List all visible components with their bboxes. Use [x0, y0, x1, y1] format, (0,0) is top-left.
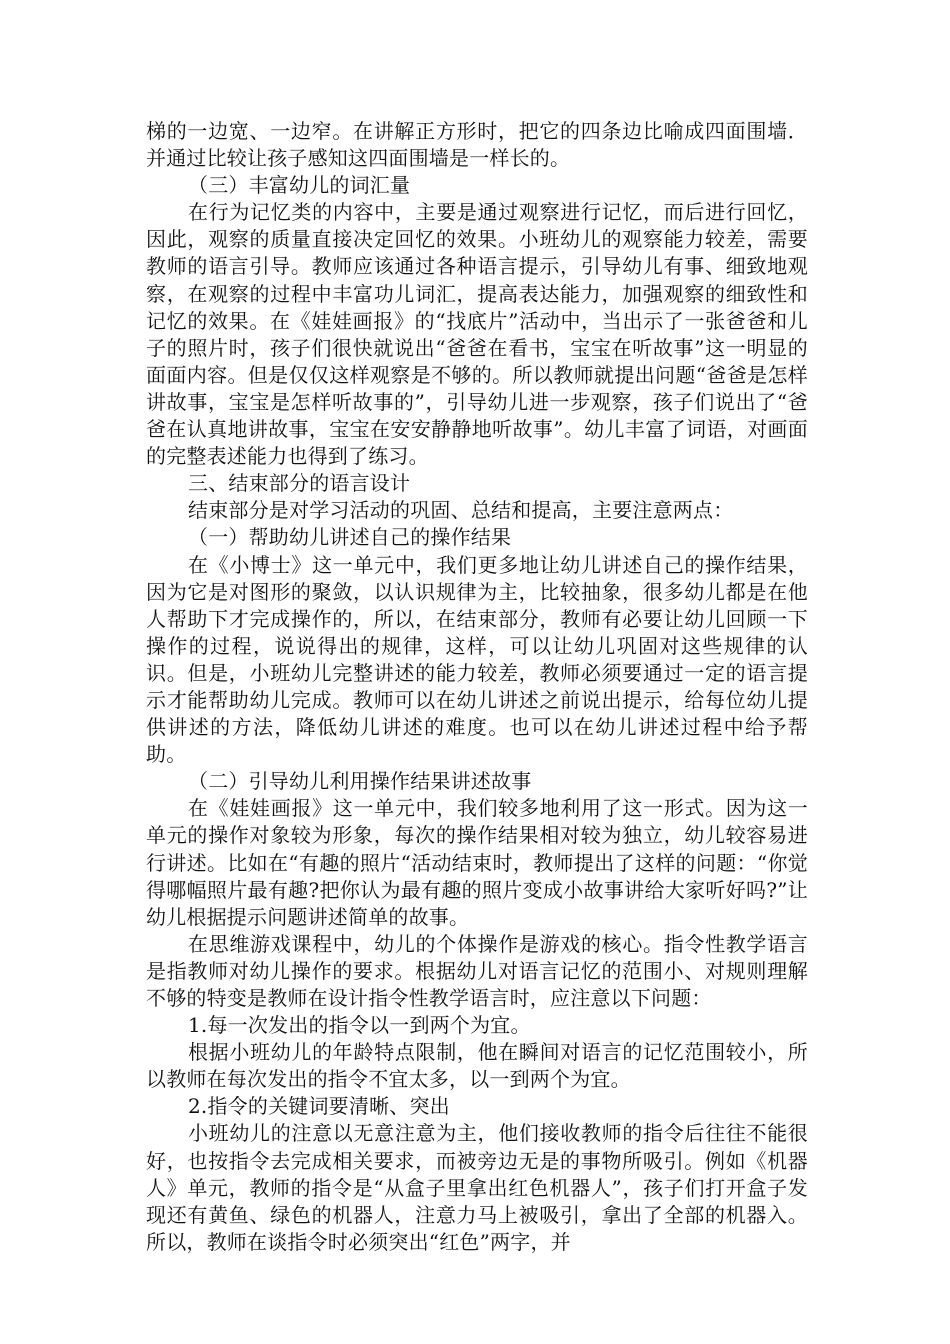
document-page — [146, 118, 808, 1256]
paragraph-list-item-1: 根据小班幼儿的年龄特点限制，他在瞬间对语言的记忆范围较小，所以教师在每次发出的指令不宜太多，以一到两个为宜。 — [146, 1040, 808, 1092]
section-heading-ending-design: 三、结束部分的语言设计 — [188, 471, 411, 496]
subheading-tell-stories: （二）引导幼儿利用操作结果讲述故事 — [188, 769, 532, 794]
paragraph-observation: 在行为记忆类的内容中，主要是通过观察进行记忆，而后进行回忆，因此，观察的质量直接决定回忆的效果。小班幼儿的观察能力较差，需要教师的语言引导。教师应该通过各种语言提示，引导幼儿有事、细致地观察，在观察的过程中丰富功儿词汇，提高表达能力，加强观察的细致性和记忆的效果。在《娃娃画报》的“找底片”活动中，当出示了一张爸爸和儿子的照片时，孩子们很快就说出“爸爸在看书，宝宝在听故事”这一明显的面面内容。但是仅仅这样观察是不够的。所以教师就提出问题“爸爸是怎样讲故事，宝宝是怎样听故事的”，引导幼儿进一步观察，孩子们说出了“爸爸在认真地讲故事，宝宝在安安静静地听故事”。幼儿丰富了词语，对画面的完整表述能力也得到了练习。 — [146, 200, 808, 469]
paragraph-continued: 梯的一边宽、一边窄。在讲解正方形时，把它的四条边比喻成四面围墙．并通过比较让孩子感知这四面围墙是一样长的。 — [146, 119, 808, 171]
paragraph-little-doctor: 在《小博士》这一单元中，我们更多地让幼儿讲述自己的操作结果，因为它是对图形的聚敛，以认识规律为主，比较抽象，很多幼儿都是在他人帮助下才完成操作的，所以，在结束部分，教师有必要让幼儿回顾一下操作的过程，说说得出的规律，这样，可以让幼儿巩固对这些规律的认识。但是，小班幼儿完整讲述的能力较差，教师必须要通过一定的语言提示才能帮助幼儿完成。教师可以在幼儿讲述之前说出提示，给每位幼儿提供讲述的方法，降低幼儿讲述的难度。也可以在幼儿讲述过程中给予帮助。 — [146, 552, 808, 767]
subheading-help-describe-results: （一）帮助幼儿讲述自己的操作结果 — [188, 525, 512, 550]
paragraph-list-item-2: 小班幼儿的注意以无意注意为主，他们接收教师的指令后往往不能很好，也按指令去完成相关要求，而被旁边无是的事物所吸引。例如《机器人》单元，教师的指令是“从盒子里拿出红色机器人”，孩子们打开盒子发现还有黄鱼、绿色的机器人，注意力马上被吸引，拿出了全部的机器入。所以，教师在谈指令时必须突出“红色”两字，并 — [146, 1121, 808, 1254]
paragraph-ending-intro: 结束部分是对学习活动的巩固、总结和提高，主要注意两点： — [188, 498, 734, 523]
paragraph-instruction-language: 在思维游戏课程中，幼儿的个体操作是游戏的核心。指令性教学语言是指教师对幼儿操作的要求。根据幼儿对语言记忆的范围小、对规则理解不够的特变是教师在设计指令性教学语言时，应注意以下问题： — [146, 931, 808, 1010]
list-item-1-heading: 1.每一次发出的指令以一到两个为宜。 — [188, 1013, 531, 1038]
list-item-2-heading: 2.指令的关键词要清晰、突出 — [188, 1094, 450, 1119]
paragraph-picture-book: 在《娃娃画报》这一单元中，我们较多地利用了这一形式。因为这一单元的操作对象较为形象，每次的操作结果相对较为独立，幼儿较容易进行讲述。比如在“有趣的照片“活动结束时，教师提出了这样的问题：“你觉得哪幅照片最有趣?把你认为最有趣的照片变成小故事讲给大家听好吗?”让幼儿根据提示问题讲述简单的故事。 — [146, 796, 808, 929]
subheading-enrich-vocabulary: （三）丰富幼儿的词汇量 — [188, 173, 411, 198]
